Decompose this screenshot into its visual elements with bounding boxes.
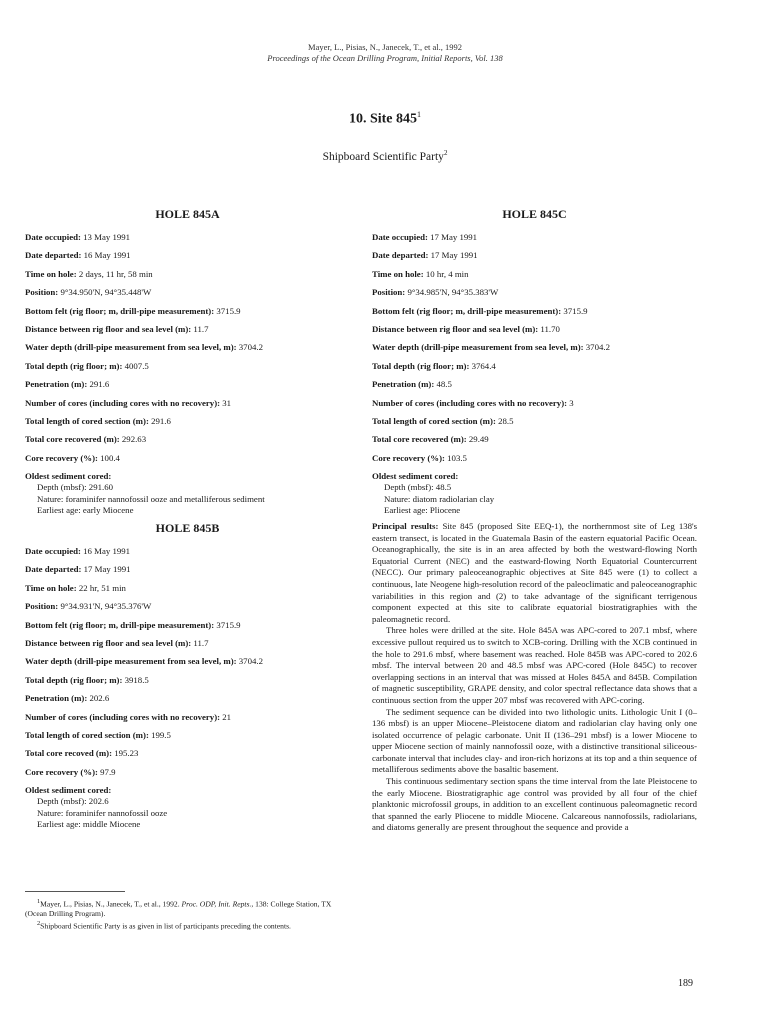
field-value: 16 May 1991 xyxy=(83,250,131,261)
field-value: 3918.5 xyxy=(124,674,149,685)
field-value: 3715.9 xyxy=(216,619,241,630)
field-row xyxy=(372,452,702,464)
oldest-sediment-label: Oldest sediment cored: xyxy=(25,785,112,796)
field-label: Core recovery (%): xyxy=(372,452,445,463)
principal-results-p2: Three holes were drilled at the site. Hole 845A was APC-cored to 207.1 mbsf, where excessive pullout required us to switch to XCB-coring. Drilling with the XCB continued in the hole to 291.6 mbsf, where basement was reached. Hole 845B was APC-cored to 202.6 mbsf. The interval between 20 and 48.5 mbsf was APC-cored (Hole 845C) to recover overlapping sections in an interval that was missed at Holes 845A and 845B. Compilation of magnetic susceptibility, GRAPE density, and color spectral reflectance data shows that a continuous section from the upper 207 mbsf was recovered with APC-coring. xyxy=(372,625,697,705)
field-label: Water depth (drill-pipe measurement from sea level, m): xyxy=(25,342,237,353)
field-label: Number of cores (including cores with no recovery): xyxy=(372,397,568,408)
field-label: Time on hole: xyxy=(25,268,77,279)
field-value: 100.4 xyxy=(100,452,120,463)
field-label: Total depth (rig floor; m): xyxy=(25,360,123,371)
footnote-rule xyxy=(25,891,125,892)
field-label: Time on hole: xyxy=(372,268,424,279)
field-value: 2 days, 11 hr, 58 min xyxy=(78,268,153,279)
field-value: 31 xyxy=(222,397,232,408)
field-value: 199.5 xyxy=(151,729,171,740)
field-value: 202.6 xyxy=(89,693,110,704)
field-row xyxy=(25,655,355,667)
field-value: 9°34.985'N, 94°35.383'W xyxy=(407,287,499,298)
field-row xyxy=(25,674,355,686)
field-label: Bottom felt (rig floor; m, drill-pipe measurement): xyxy=(25,305,215,316)
field-value: 13 May 1991 xyxy=(83,232,131,242)
field-row xyxy=(25,360,355,372)
field-value: 48.5 xyxy=(436,379,452,390)
field-row xyxy=(372,286,702,298)
hole-845c-fields xyxy=(372,231,702,517)
principal-results-p1: Principal results: Site 845 (proposed Site EEQ-1), the northernmost site of Leg 138's eastern transect, is located in the Guatemala Basin of the eastern equatorial Pacific Ocean. Oceanographically, the site is in an area affected by both the westward-flowing North Equatorial Current (NEC) and the eastward-flowing North Equatorial Countercurrent (NECC). Our primary paleoceanographic objectives at Site 845 were (1) to collect a continuous, late Neogene high-resolution record of the paleoclimatic and paleoceanographic variabilities in this region and (2) to take advantage of the significant terrigenous component expected at this site to calibrate equatorial biostratigraphies with the paleomagnetic record. xyxy=(372,521,698,624)
page-subtitle: Shipboard Scientific Party$^2$ xyxy=(322,149,448,163)
field-row xyxy=(25,563,355,575)
field-row xyxy=(372,397,702,409)
field-value: 3 xyxy=(569,397,574,408)
field-row xyxy=(25,452,355,464)
hole-845b-fields xyxy=(25,545,355,831)
field-value: 3764.4 xyxy=(471,360,496,371)
field-row xyxy=(25,711,355,723)
field-row xyxy=(25,341,355,353)
field-row xyxy=(25,619,355,631)
field-label: Number of cores (including cores with no recovery): xyxy=(25,397,221,408)
field-value: 3715.9 xyxy=(216,305,241,316)
hole-845c-heading: HOLE 845C xyxy=(502,207,567,221)
oldest-sediment-line: Depth (mbsf): 291.60 xyxy=(37,482,113,493)
field-row xyxy=(25,582,355,594)
principal-results-p3: The sediment sequence can be divided into two lithologic units. Lithologic Unit I (0–136 mbsf) is an upper Miocene–Pleistocene diatom and radiolarian clay having only one isolated occurrence of pelagic carbonate. Unit II (136–291 mbsf) is a lower Miocene to upper Miocene section of mainly nannofossil ooze, with a distinctive transitional siliceous-carbonate interval that includes clay- and iron-rich horizons at its top and a thin sequence of metalliferous sediments above the basaltic basement. xyxy=(372,706,697,775)
field-label: Penetration (m): xyxy=(372,379,435,390)
oldest-sediment-label: Oldest sediment cored: xyxy=(25,471,112,482)
field-label: Date departed: xyxy=(25,564,82,575)
field-label: Total length of cored section (m): xyxy=(25,729,149,740)
field-row xyxy=(25,729,355,741)
field-value: 22 hr, 51 min xyxy=(78,582,126,593)
field-row xyxy=(25,637,355,649)
field-row xyxy=(25,323,355,335)
oldest-sediment-line: Depth (mbsf): 202.6 xyxy=(37,796,109,807)
field-row xyxy=(25,692,355,704)
field-value: 291.6 xyxy=(151,415,171,426)
principal-results xyxy=(372,521,697,834)
field-label: Position: xyxy=(25,601,59,612)
footnote-1: $^1$Mayer, L., Pisias, N., Janecek, T., et al., 1992. Proc. ODP, Init. Repts., 138: College Station, TX (Ocean Drilling Program). xyxy=(25,898,332,919)
field-value: 11.7 xyxy=(193,637,209,648)
field-value: 3704.2 xyxy=(585,342,610,353)
field-row xyxy=(25,545,355,557)
field-label: Date occupied: xyxy=(25,232,81,242)
field-row xyxy=(372,268,702,280)
field-value: 9°34.950'N, 94°35.448'W xyxy=(60,287,152,298)
field-row xyxy=(372,249,702,261)
oldest-sediment-line: Earliest age: early Miocene xyxy=(37,505,134,516)
oldest-sediment-line: Nature: foraminifer nannofossil ooze xyxy=(37,807,168,818)
field-row xyxy=(372,231,702,243)
oldest-sediment-line: Earliest age: middle Miocene xyxy=(37,819,141,830)
citation-line-1: Mayer, L., Pisias, N., Janecek, T., et al., 1992 xyxy=(308,42,462,52)
field-label: Bottom felt (rig floor; m, drill-pipe measurement): xyxy=(372,305,562,316)
field-label: Bottom felt (rig floor; m, drill-pipe measurement): xyxy=(25,619,215,630)
field-value: 29.49 xyxy=(468,434,489,445)
oldest-sediment-line: Earliest age: Pliocene xyxy=(384,505,461,516)
field-label: Core recovery (%): xyxy=(25,766,98,777)
field-label: Total core recovered (m): xyxy=(372,434,467,445)
field-row xyxy=(372,341,702,353)
field-value: 16 May 1991 xyxy=(83,546,131,556)
field-row xyxy=(372,360,702,372)
field-row xyxy=(25,600,355,612)
field-value: 28.5 xyxy=(498,415,514,426)
field-label: Total length of cored section (m): xyxy=(25,415,149,426)
field-label: Distance between rig floor and sea level (m): xyxy=(25,323,192,334)
field-label: Water depth (drill-pipe measurement from sea level, m): xyxy=(25,656,237,667)
field-label: Penetration (m): xyxy=(25,379,88,390)
oldest-sediment-label: Oldest sediment cored: xyxy=(372,471,459,482)
field-row xyxy=(25,378,355,390)
field-row xyxy=(25,268,355,280)
oldest-sediment-line: Nature: foraminifer nannofossil ooze and metalliferous sediment xyxy=(37,493,265,504)
field-row xyxy=(25,249,355,261)
field-label: Date departed: xyxy=(372,250,429,261)
field-row xyxy=(372,305,702,317)
field-value: 3715.9 xyxy=(563,305,588,316)
footnote-2: $^2$Shipboard Scientific Party is as given in list of participants preceding the contents. xyxy=(37,919,291,931)
field-label: Date occupied: xyxy=(25,546,81,556)
field-row xyxy=(25,397,355,409)
field-value: 3704.2 xyxy=(238,656,263,667)
field-row xyxy=(372,433,702,445)
field-label: Distance between rig floor and sea level (m): xyxy=(372,323,539,334)
field-label: Total depth (rig floor; m): xyxy=(25,674,123,685)
field-value: 11.70 xyxy=(540,323,560,334)
field-value: 195.23 xyxy=(114,748,139,759)
field-row xyxy=(25,305,355,317)
page-title: 10. Site $845^1$ xyxy=(348,110,422,127)
field-value: 17 May 1991 xyxy=(430,232,478,242)
footnotes xyxy=(25,897,350,931)
page-number: 189 xyxy=(678,978,693,989)
field-value: 17 May 1991 xyxy=(430,250,478,261)
field-label: Total core recovered (m): xyxy=(25,434,120,445)
hole-845a-heading: HOLE 845A xyxy=(155,207,220,221)
running-header xyxy=(0,42,770,64)
field-label: Number of cores (including cores with no recovery): xyxy=(25,711,221,722)
field-row xyxy=(372,415,702,427)
field-value: 9°34.931'N, 94°35.376'W xyxy=(60,601,152,612)
field-label: Core recovery (%): xyxy=(25,452,98,463)
citation-line-2: Proceedings of the Ocean Drilling Program, Initial Reports, Vol. 138 xyxy=(267,53,503,63)
field-label: Water depth (drill-pipe measurement from sea level, m): xyxy=(372,342,584,353)
hole-845b-heading: HOLE 845B xyxy=(155,521,220,535)
field-row xyxy=(25,286,355,298)
field-row xyxy=(25,747,355,759)
field-label: Penetration (m): xyxy=(25,693,88,704)
field-label: Total core recoved (m): xyxy=(25,748,113,759)
field-value: 21 xyxy=(222,711,232,722)
field-value: 291.6 xyxy=(89,379,110,390)
field-label: Position: xyxy=(25,287,59,298)
field-label: Position: xyxy=(372,287,406,298)
field-row xyxy=(25,231,355,243)
field-label: Time on hole: xyxy=(25,582,77,593)
field-value: 17 May 1991 xyxy=(83,564,131,575)
field-value: 97.9 xyxy=(100,766,116,777)
field-label: Total length of cored section (m): xyxy=(372,415,496,426)
hole-845a-fields xyxy=(25,231,355,517)
field-label: Date departed: xyxy=(25,250,82,261)
field-label: Distance between rig floor and sea level (m): xyxy=(25,637,192,648)
field-label: Date occupied: xyxy=(372,232,428,242)
field-value: 103.5 xyxy=(447,452,467,463)
field-row xyxy=(25,415,355,427)
field-value: 11.7 xyxy=(193,323,209,334)
field-row xyxy=(25,766,355,778)
oldest-sediment-line: Nature: diatom radiolarian clay xyxy=(384,493,495,504)
field-value: 4007.5 xyxy=(124,360,149,371)
field-row xyxy=(372,378,702,390)
field-label: Total depth (rig floor; m): xyxy=(372,360,470,371)
field-value: 10 hr, 4 min xyxy=(425,268,469,279)
oldest-sediment-line: Depth (mbsf): 48.5 xyxy=(384,482,452,493)
field-row xyxy=(372,323,702,335)
field-value: 292.63 xyxy=(121,434,147,445)
field-row xyxy=(25,433,355,445)
field-value: 3704.2 xyxy=(238,342,263,353)
principal-results-p4: This continuous sedimentary section spans the time interval from the late Pleistocene to the early Miocene. Biostratigraphic age control was provided by all four of the chief planktonic microfossil groups, in addition to an excellent continuous paleomagnetic record that spanned the early Pliocene to middle Miocene. Calcareous nannofossils, radiolarians, and diatoms generally are present throughout the sequence and provide a xyxy=(372,776,697,833)
